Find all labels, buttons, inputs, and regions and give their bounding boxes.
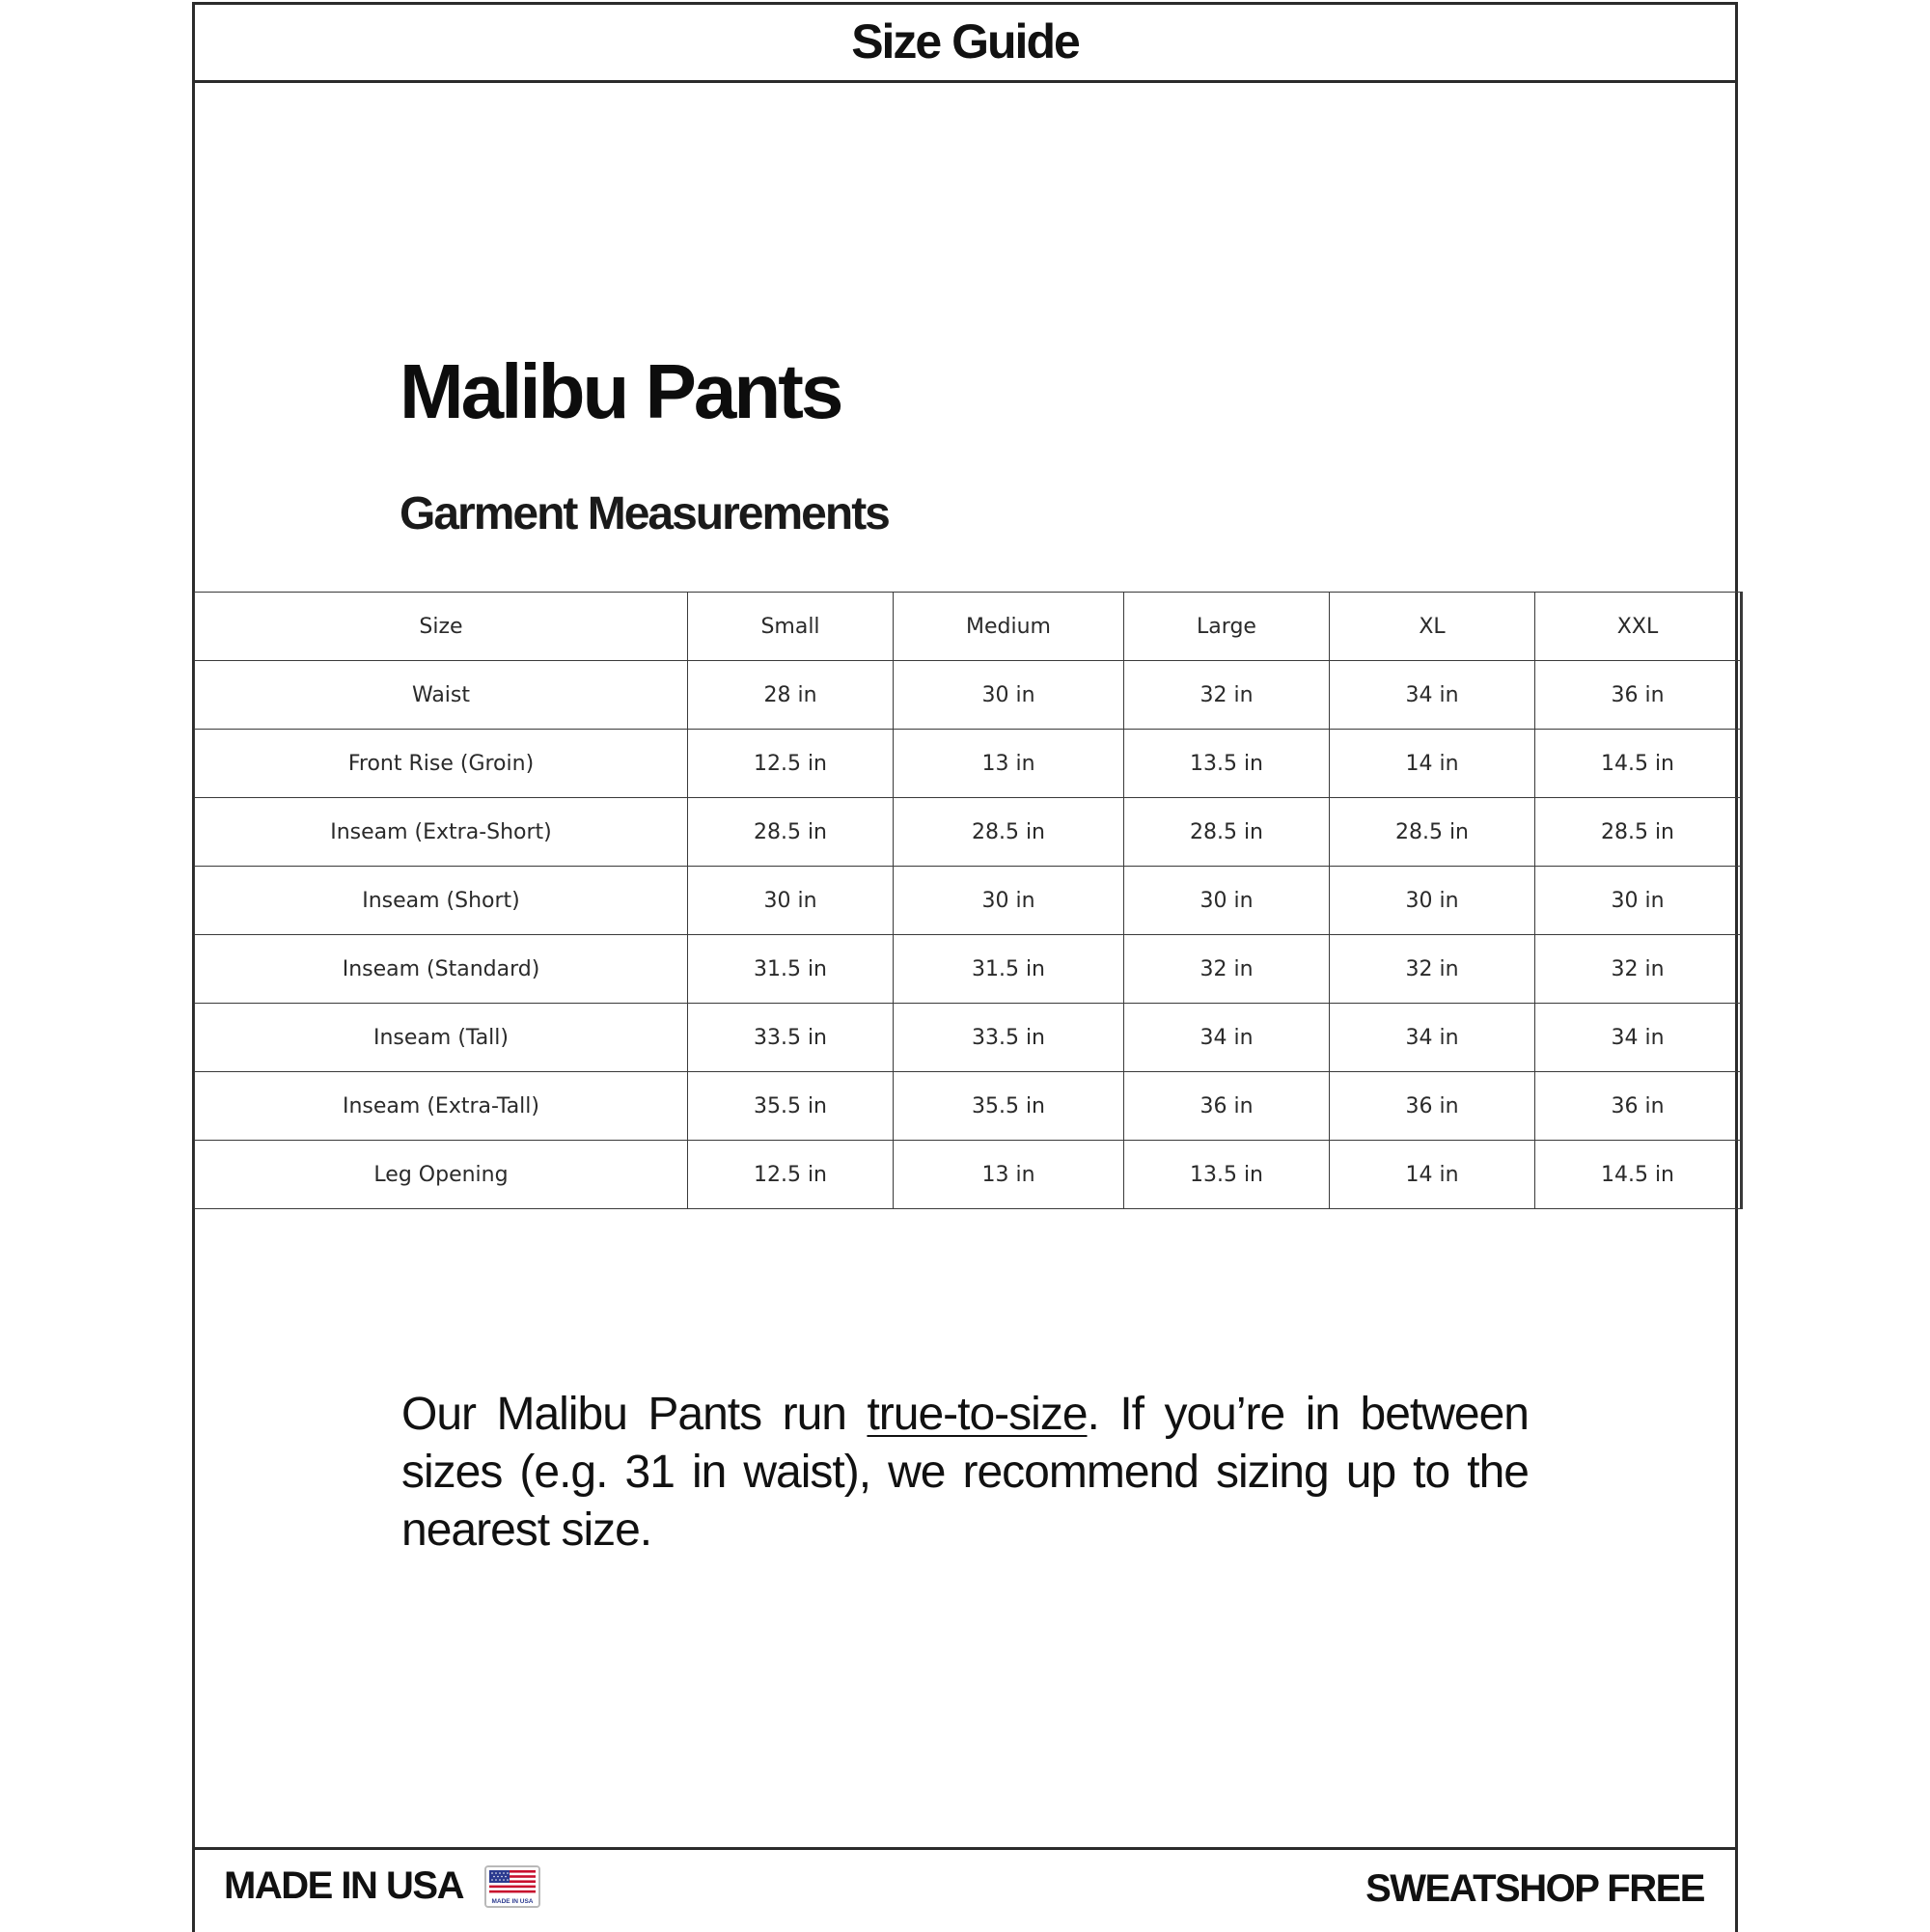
table-cell: 30 in [1124,867,1330,935]
row-label: Inseam (Extra-Tall) [195,1072,688,1141]
column-header: Small [688,593,894,661]
table-cell: 14.5 in [1535,730,1742,798]
column-header: Medium [894,593,1124,661]
sweatshop-free-label: SWEATSHOP FREE [1365,1867,1704,1910]
table-cell: 14 in [1330,730,1535,798]
column-header: Size [195,593,688,661]
made-in-usa-label: MADE IN USA [224,1864,463,1907]
table-cell: 12.5 in [688,1141,894,1209]
table-cell: 30 in [894,867,1124,935]
product-title: Malibu Pants [400,348,841,434]
table-row [195,935,1742,1004]
table-cell: 14.5 in [1535,1141,1742,1209]
table-cell: 30 in [1330,867,1535,935]
column-header: Large [1124,593,1330,661]
table-cell: 13.5 in [1124,1141,1330,1209]
table-cell: 28.5 in [894,798,1124,867]
table-cell: 36 in [1124,1072,1330,1141]
row-label: Inseam (Short) [195,867,688,935]
table-cell: 13 in [894,730,1124,798]
table-cell: 33.5 in [688,1004,894,1072]
table-row [195,798,1742,867]
table-cell: 36 in [1535,661,1742,730]
row-label: Leg Opening [195,1141,688,1209]
row-label: Waist [195,661,688,730]
table-cell: 31.5 in [894,935,1124,1004]
table-cell: 31.5 in [688,935,894,1004]
row-label: Inseam (Tall) [195,1004,688,1072]
table-row [195,730,1742,798]
table-header-row [195,593,1742,661]
table-cell: 28.5 in [1330,798,1535,867]
us-flag-icon [484,1865,540,1908]
table-cell: 34 in [1330,661,1535,730]
section-title: Garment Measurements [400,488,889,539]
table-cell: 28.5 in [1124,798,1330,867]
table-cell: 28.5 in [688,798,894,867]
header-bar [192,2,1738,83]
column-header: XXL [1535,593,1742,661]
table-cell: 32 in [1535,935,1742,1004]
size-table [194,592,1743,1209]
table-cell: 33.5 in [894,1004,1124,1072]
row-label: Inseam (Extra-Short) [195,798,688,867]
table-cell: 30 in [894,661,1124,730]
table-cell: 32 in [1330,935,1535,1004]
table-row [195,1004,1742,1072]
table-cell: 12.5 in [688,730,894,798]
table-cell: 35.5 in [688,1072,894,1141]
table-cell: 28 in [688,661,894,730]
table-row [195,867,1742,935]
table-cell: 34 in [1535,1004,1742,1072]
table-row [195,1072,1742,1141]
table-row [195,1141,1742,1209]
note-text-start: Our Malibu Pants run [401,1389,868,1440]
note-text-end: . If you’re in between sizes (e.g. 31 in waist), we recommend sizing up to the nearest size. [401,1389,1529,1556]
table-cell: 34 in [1330,1004,1535,1072]
table-cell: 35.5 in [894,1072,1124,1141]
column-header: XL [1330,593,1535,661]
table-cell: 14 in [1330,1141,1535,1209]
row-label: Front Rise (Groin) [195,730,688,798]
table-cell: 13.5 in [1124,730,1330,798]
page-title: Size Guide [851,14,1079,69]
true-to-size-link[interactable]: true-to-size [867,1389,1088,1440]
table-cell: 13 in [894,1141,1124,1209]
sizing-note [401,1386,1529,1559]
table-cell: 34 in [1124,1004,1330,1072]
table-row [195,661,1742,730]
table-cell: 30 in [1535,867,1742,935]
table-cell: 32 in [1124,661,1330,730]
table-cell: 36 in [1535,1072,1742,1141]
table-cell: 36 in [1330,1072,1535,1141]
table-cell: 28.5 in [1535,798,1742,867]
row-label: Inseam (Standard) [195,935,688,1004]
flag-caption: MADE IN USA [491,1898,534,1905]
table-cell: 30 in [688,867,894,935]
table-cell: 32 in [1124,935,1330,1004]
